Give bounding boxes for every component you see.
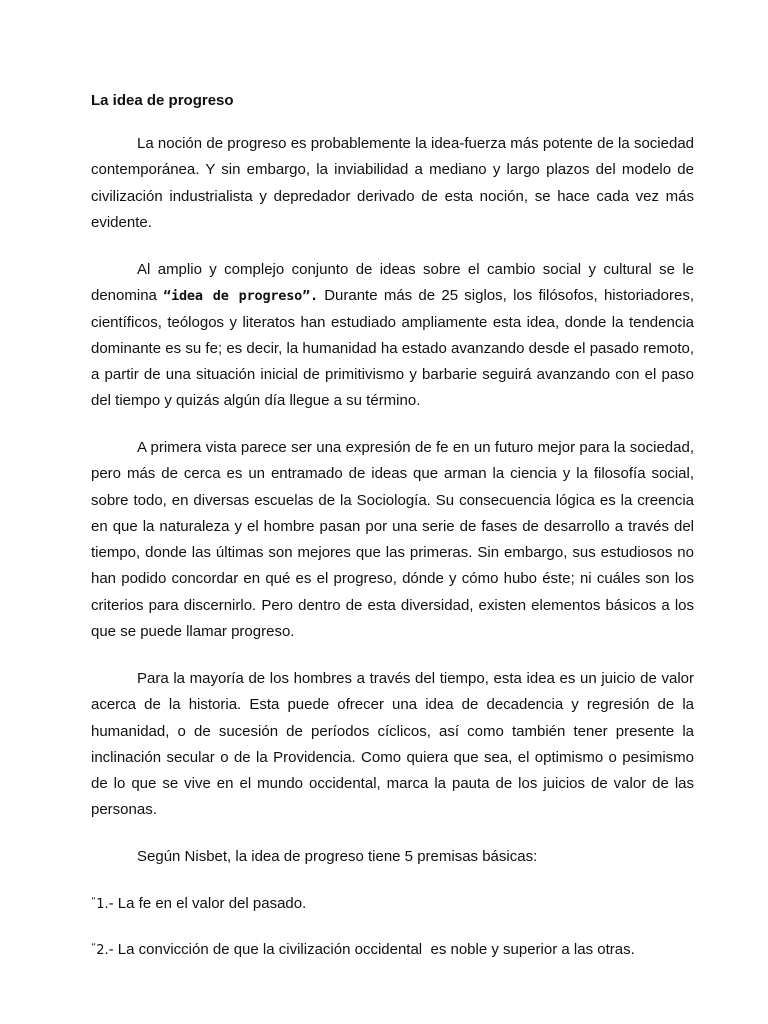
document-title: La idea de progreso [91,92,234,109]
list-item-quote: “ [91,896,97,907]
list-item-text: .- La fe en el valor del pasado. [104,895,307,912]
list-item [91,939,635,960]
list-intro: Según Nisbet, la idea de progreso tiene 5 premisas básicas: [137,848,538,865]
paragraph-2-text-before: Al amplio y complejo conjunto de ideas sobre el cambio social y cultural se le denomina [91,261,694,305]
list-item-number: 1 [96,897,105,912]
paragraph-3: A primera vista parece ser una expresión de fe en un futuro mejor para la sociedad, pero más de cerca es un entramado de ideas que arman la ciencia y la filosofía social, sobre todo, en diversas escuelas de la Sociología. Su consecuencia lógica es la creencia en que la naturaleza y el hombre pasan por una serie de fases de desarrollo a través del tiempo, donde las últimas son mejores que las primeras. Sin embargo, sus estudiosos no han podido concordar en qué es el progreso, dónde y cómo hubo éste; ni cuáles son los criterios para discernirlo. Pero dentro de esta diversidad, existen elementos básicos a los que se puede llamar progreso. [91,439,694,641]
list-item-quote: “ [91,942,97,953]
list-item [91,893,306,914]
paragraph-1: La noción de progreso es probablemente la idea-fuerza más potente de la sociedad contemporánea. Y sin embargo, la inviabilidad a mediano y largo plazos del modelo de civilización industrialista y depredador derivado de esta noción, se hace cada vez más evidente. [91,135,694,231]
paragraph-4: Para la mayoría de los hombres a través del tiempo, esta idea es un juicio de valor acerca de la historia. Esta puede ofrecer una idea de decadencia y regresión de la humanidad, o de sucesión de períodos cíclicos, así como también tener presente la inclinación secular o de la Providencia. Como quiera que sea, el optimismo o pesimismo de lo que se vive en el mundo occidental, marca la pauta de los juicios de valor de las personas. [91,670,694,819]
list-item-number: 2 [96,943,105,958]
list-item-text: .- La convicción de que la civilización occidental es noble y superior a las otras. [104,941,635,958]
paragraph-2 [91,257,694,415]
emphasized-term: “idea de progreso”. [163,288,318,305]
paragraph-2-text-after: Durante más de 25 siglos, los filósofos, historiadores, científicos, teólogos y literatos han estudiado ampliamente esta idea, donde la tendencia dominante es su fe; es decir, la humanidad ha estado avanzando desde el pasado remoto, a partir de una situación inicial de primitivismo y barbarie seguirá avanzando con el paso del tiempo y quizás algún día llegue a su término. [91,287,694,410]
